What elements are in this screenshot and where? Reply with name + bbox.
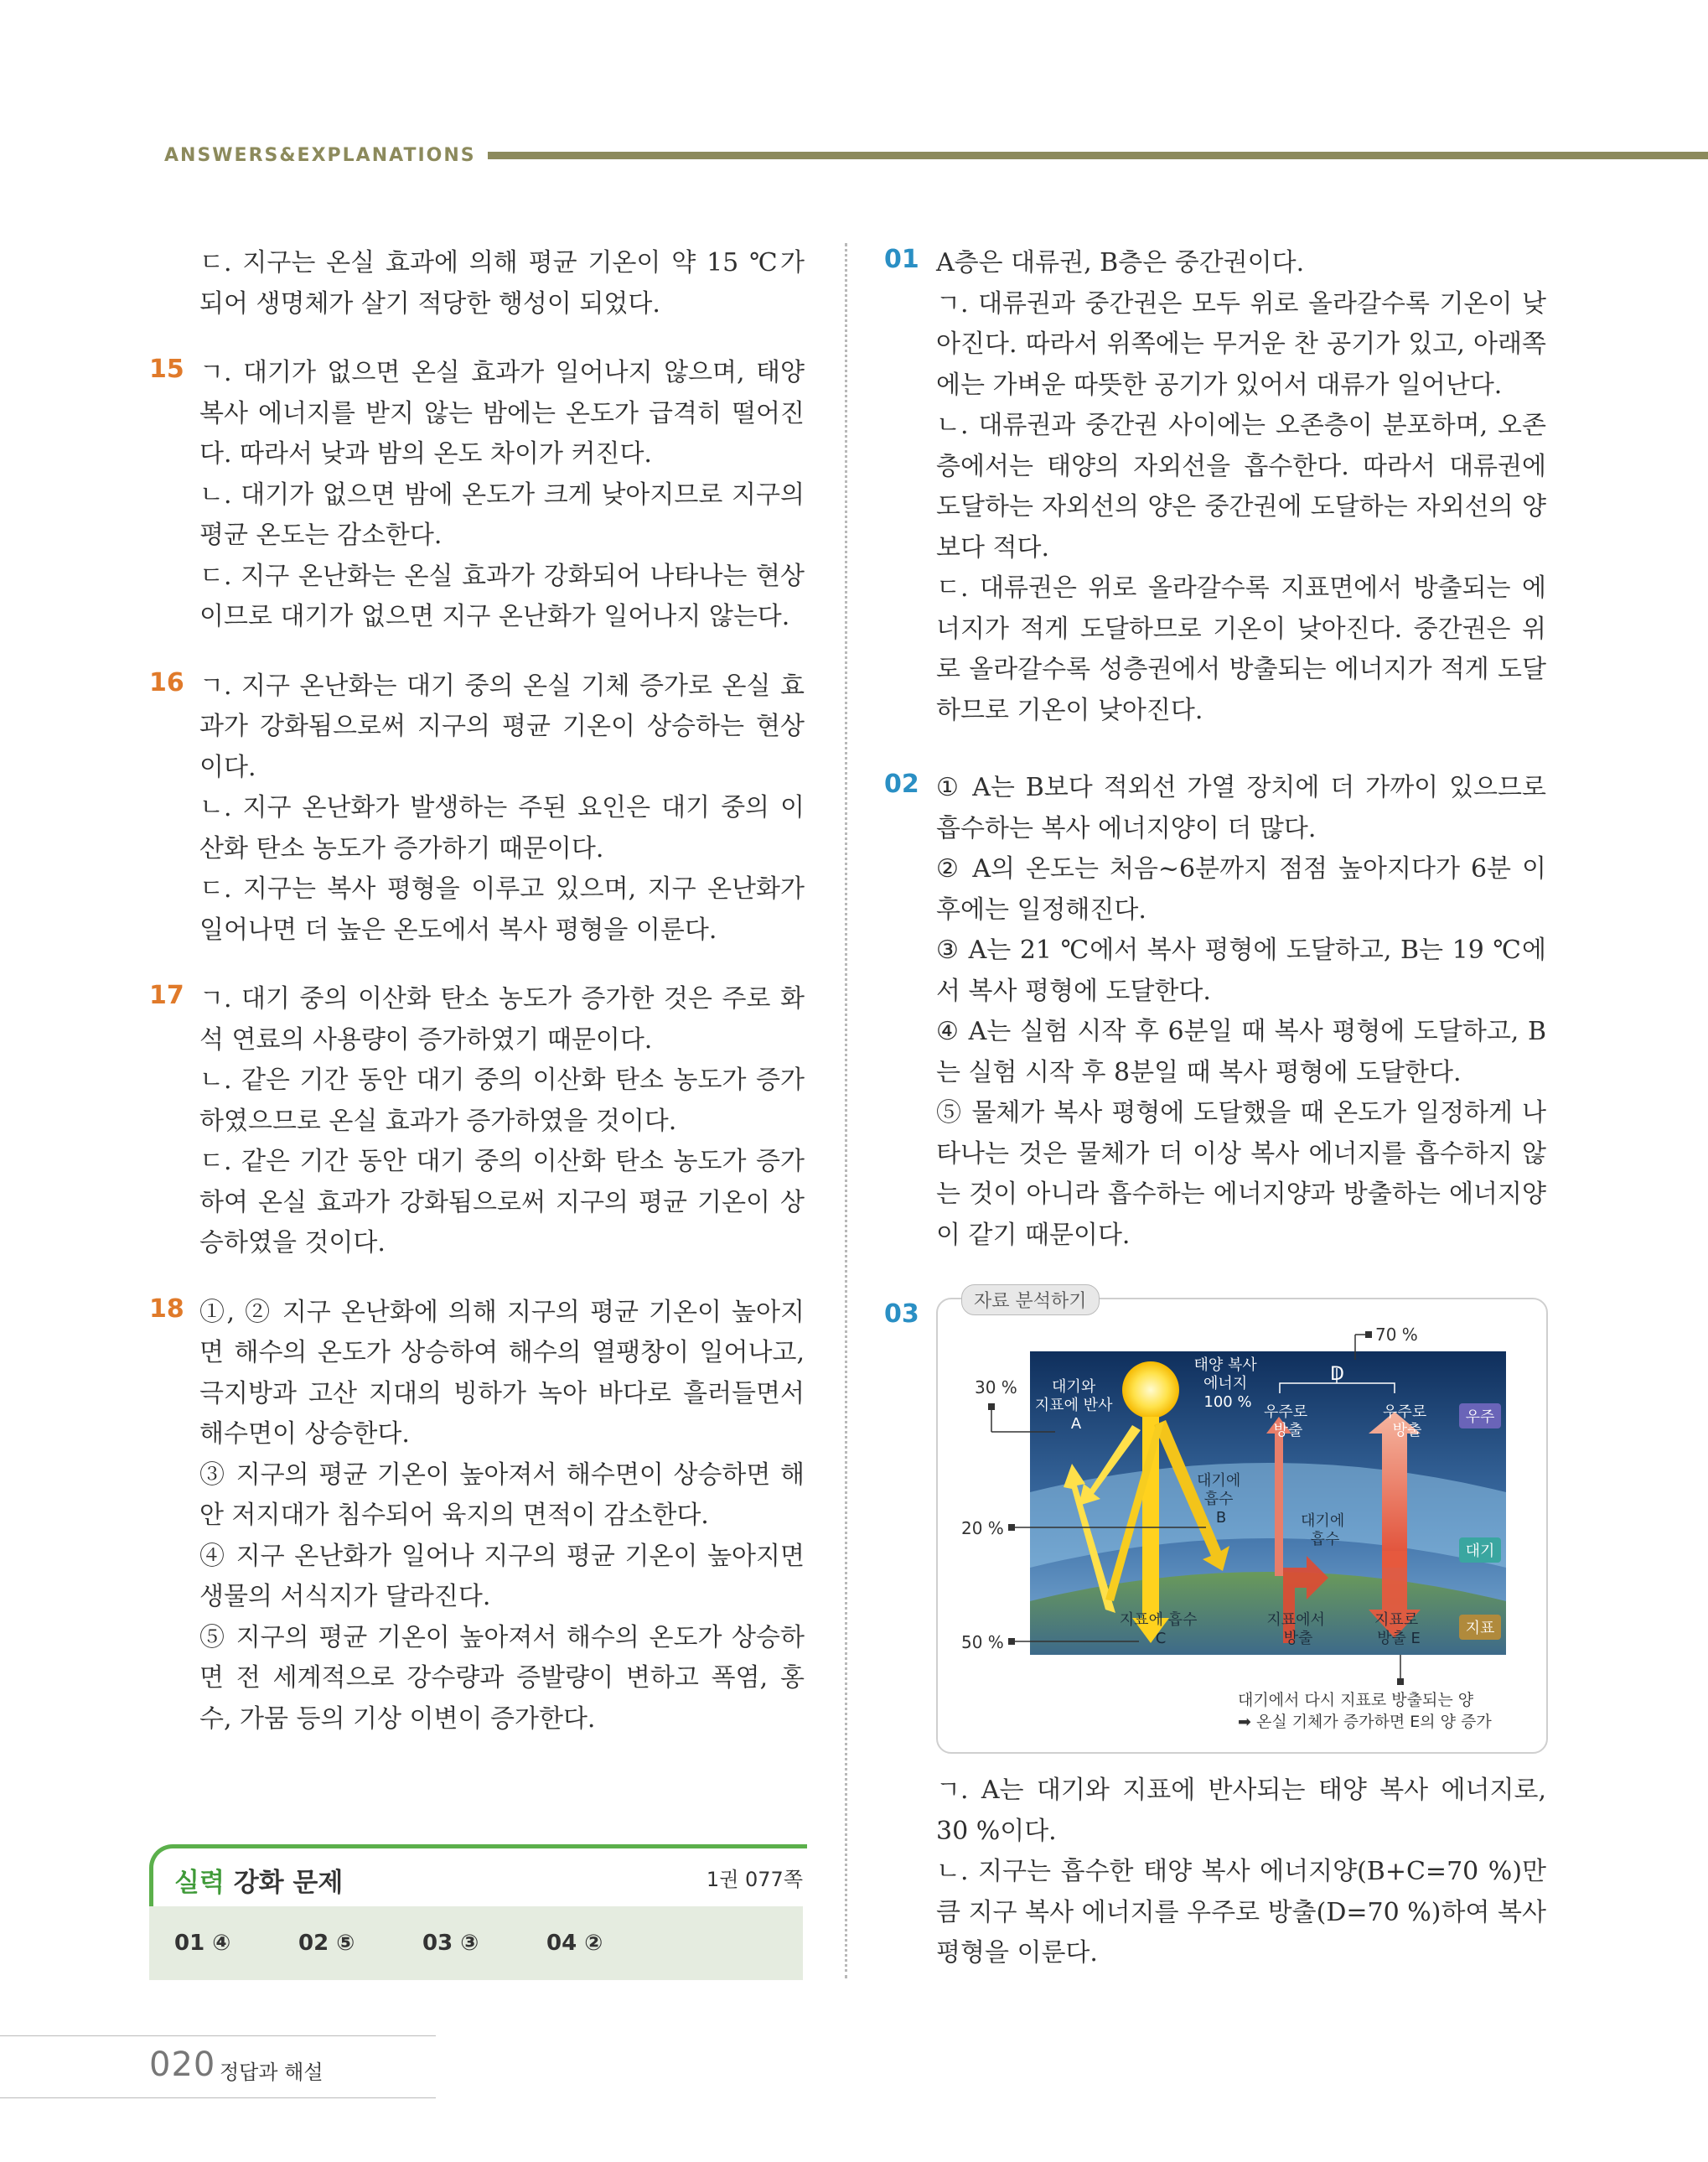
right-column xyxy=(884,243,1546,2003)
practice-answer: 02 ⑤ xyxy=(298,1931,355,1956)
q14-line-1: ㄷ. 지구는 온실 효과에 의해 평균 기온이 약 15 ℃가 되어 생명체가 살기 적당한 행성이 되었다. xyxy=(199,248,805,319)
practice-reference: 1권 077쪽 xyxy=(706,1868,803,1891)
svg-text:대기: 대기 xyxy=(1465,1542,1495,1560)
note-2: ➡ 온실 기체가 증가하면 E의 양 증가 xyxy=(1238,1713,1492,1731)
q02-line-3: ③ A는 21 ℃에서 복사 평형에 도달하고, B는 19 ℃에서 복사 평형에 도달한다. xyxy=(936,936,1546,1006)
practice-answer-row xyxy=(149,1906,803,1980)
figure-tag: 자료 분석하기 xyxy=(961,1284,1100,1315)
sun-icon xyxy=(1122,1361,1179,1418)
column-divider xyxy=(845,243,847,1978)
header-label: ANSWERS&EXPLANATIONS xyxy=(164,144,476,166)
q02-line-2: ② A의 온도는 처음~6분까지 점점 높아지다가 6분 이후에는 일정해진다. xyxy=(936,854,1546,925)
q02-number: 02 xyxy=(884,770,919,799)
q03-line-2: ㄴ. 지구는 흡수한 태양 복사 에너지양(B+C=70 %)만큼 지구 복사 에너지를 우주로 방출(D=70 %)하여 복사 평형을 이룬다. xyxy=(936,1857,1546,1968)
label-C: 지표에 흡수 C xyxy=(1119,1611,1198,1647)
note-1: 대기에서 다시 지표로 방출되는 양 xyxy=(1238,1691,1474,1709)
label-D: D xyxy=(1330,1364,1344,1385)
label-surface-emit: 지표에서 방출 xyxy=(1266,1611,1325,1647)
q02-line-1: ① A는 B보다 적외선 가열 장치에 더 가까이 있으므로 흡수하는 복사 에너지양이 더 많다. xyxy=(936,773,1546,843)
q01-line-1: A층은 대류권, B층은 중간권이다. xyxy=(936,248,1305,277)
q02 xyxy=(884,768,1546,1256)
q15-line-3: ㄷ. 지구 온난화는 온실 효과가 강화되어 나타나는 현상이므로 대기가 없으면 지구 온난화가 일어나지 않는다. xyxy=(199,561,805,631)
q17-line-2: ㄴ. 같은 기간 동안 대기 중의 이산화 탄소 농도가 증가하였으므로 온실 효과가 증가하였을 것이다. xyxy=(199,1065,805,1136)
q01 xyxy=(884,243,1546,731)
q18-line-4: ⑤ 지구의 평균 기온이 높아져서 해수의 온도가 상승하면 전 세계적으로 강수량과 증발량이 변하고 폭염, 홍수, 가뭄 등의 기상 이변이 증가한다. xyxy=(199,1622,805,1734)
q16-line-3: ㄷ. 지구는 복사 평형을 이루고 있으며, 지구 온난화가 일어나면 더 높은 온도에서 복사 평형을 이룬다. xyxy=(199,874,805,945)
practice-title: 실력 강화 문제 xyxy=(174,1868,344,1898)
page-label: 정답과 해설 xyxy=(220,2061,323,2084)
q18-number: 18 xyxy=(149,1294,184,1324)
label-space-out-left: 우주로 방출 xyxy=(1264,1403,1308,1439)
svg-text:우주: 우주 xyxy=(1465,1408,1495,1426)
header-rule xyxy=(488,152,1708,159)
q03-line-1: ㄱ. A는 대기와 지표에 반사되는 태양 복사 에너지로, 30 %이다. xyxy=(936,1776,1546,1846)
q17 xyxy=(149,979,805,1264)
q17-line-1: ㄱ. 대기 중의 이산화 탄소 농도가 증가한 것은 주로 화석 연료의 사용량이 증가하였기 때문이다. xyxy=(199,984,805,1055)
q15 xyxy=(149,353,805,638)
q03-number: 03 xyxy=(884,1299,919,1329)
q16-line-1: ㄱ. 지구 온난화는 대기 중의 온실 기체 증가로 온실 효과가 강화됨으로써 지구의 평균 기온이 상승하는 현상이다. xyxy=(199,671,805,782)
q15-line-1: ㄱ. 대기가 없으면 온실 효과가 일어나지 않으며, 태양 복사 에너지를 받지 않는 밤에는 온도가 급격히 떨어진다. 따라서 낮과 밤의 온도 차이가 커진다. xyxy=(199,358,805,469)
label-atm-absorb: 대기에 흡수 xyxy=(1301,1512,1345,1548)
practice-answer: 04 ② xyxy=(546,1931,603,1956)
q14-continuation xyxy=(149,243,805,324)
q15-line-2: ㄴ. 대기가 없으면 밤에 온도가 크게 낮아지므로 지구의 평균 온도는 감소한다. xyxy=(199,480,805,550)
svg-text:지표: 지표 xyxy=(1465,1620,1495,1637)
q18 xyxy=(149,1293,805,1740)
practice-answer: 03 ③ xyxy=(422,1931,479,1956)
label-E: 지표로 방출 E xyxy=(1374,1611,1421,1647)
q17-line-3: ㄷ. 같은 기간 동안 대기 중의 이산화 탄소 농도가 증가하여 온실 효과가 강화됨으로써 지구의 평균 기온이 상승하였을 것이다. xyxy=(199,1147,805,1257)
practice-answer: 01 ④ xyxy=(174,1931,231,1956)
q01-line-2: ㄱ. 대류권과 중간권은 모두 위로 올라갈수록 기온이 낮아진다. 따라서 위쪽에는 무거운 찬 공기가 있고, 아래쪽에는 가벼운 따뜻한 공기가 있어서 대류가 일어난다. xyxy=(936,288,1546,400)
label-space-out-right: 우주로 방출 xyxy=(1383,1403,1427,1439)
label-A: 대기와 지표에 반사 A xyxy=(1034,1378,1113,1433)
pct-50: 50 % xyxy=(961,1632,1004,1652)
label-B: 대기에 흡수 B xyxy=(1197,1472,1241,1527)
energy-budget-figure xyxy=(936,1291,1548,1754)
q18-line-3: ④ 지구 온난화가 일어나 지구의 평균 기온이 높아지면 생물의 서식지가 달라진다. xyxy=(199,1541,805,1611)
q02-line-5: ⑤ 물체가 복사 평형에 도달했을 때 온도가 일정하게 나타나는 것은 물체가 더 이상 복사 에너지를 흡수하지 않는 것이 아니라 흡수하는 에너지양과 방출하는 에너지양이 같기 때문이다. xyxy=(936,1098,1546,1250)
q01-line-3: ㄴ. 대류권과 중간권 사이에는 오존층이 분포하며, 오존층에서는 태양의 자외선을 흡수한다. 따라서 대류권에 도달하는 자외선의 양은 중간권에 도달하는 자외선의 양보다 적다. xyxy=(936,411,1546,563)
q18-line-1: ①, ② 지구 온난화에 의해 지구의 평균 기온이 높아지면 해수의 온도가 상승하여 해수의 열팽창이 일어나고, 극지방과 고산 지대의 빙하가 녹아 바다로 흘러들면서 해수면이 상승한다. xyxy=(199,1297,805,1449)
q18-line-2: ③ 지구의 평균 기온이 높아져서 해수면이 상승하면 해안 저지대가 침수되어 육지의 면적이 감소한다. xyxy=(199,1459,805,1530)
q16-line-2: ㄴ. 지구 온난화가 발생하는 주된 요인은 대기 중의 이산화 탄소 농도가 증가하기 때문이다. xyxy=(199,793,805,863)
page-header xyxy=(164,143,1708,168)
q16-number: 16 xyxy=(149,667,184,697)
q02-line-4: ④ A는 실험 시작 후 6분일 때 복사 평형에 도달하고, B는 실험 시작 후 8분일 때 복사 평형에 도달한다. xyxy=(936,1017,1546,1087)
left-column xyxy=(149,243,805,1768)
energy-budget-diagram xyxy=(938,1299,1546,1752)
q03 xyxy=(884,1291,1546,1974)
pct-70: 70 % xyxy=(1375,1325,1418,1345)
q01-line-4: ㄷ. 대류권은 위로 올라갈수록 지표면에서 방출되는 에너지가 적게 도달하므로 기온이 낮아진다. 중간권은 위로 올라갈수록 성층권에서 방출되는 에너지가 적게 도달하므로 기온이 낮아진다. xyxy=(936,573,1546,725)
q15-number: 15 xyxy=(149,355,184,384)
label-solar: 태양 복사 에너지 100 % xyxy=(1193,1356,1257,1411)
pct-30: 30 % xyxy=(975,1377,1017,1397)
page-number: 020 xyxy=(149,2045,216,2084)
pct-20: 20 % xyxy=(961,1518,1004,1538)
q17-number: 17 xyxy=(149,981,184,1010)
q01-number: 01 xyxy=(884,245,919,274)
q16 xyxy=(149,666,805,951)
practice-answers-box xyxy=(149,1844,803,1977)
footer-rule-bottom xyxy=(0,2097,436,2098)
footer-rule-top xyxy=(0,2035,436,2036)
